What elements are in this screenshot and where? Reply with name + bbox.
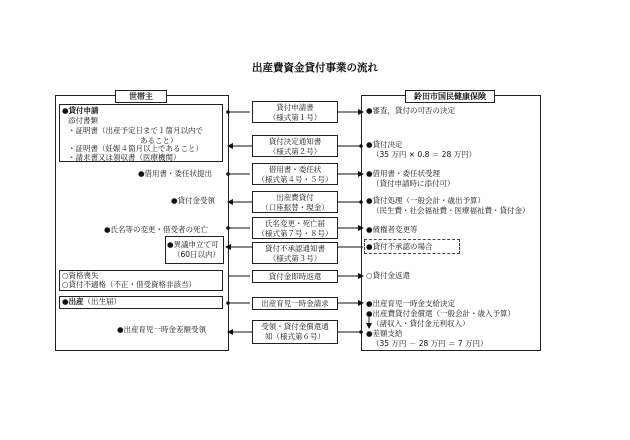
dot-left-name-change (226, 226, 230, 230)
mid-payment-line-2: （口座振替・現金） (261, 202, 329, 212)
loan-approval-amount: （35 万円 × 0.8 ＝ 28 万円） (372, 150, 477, 159)
dot-right-repayment (359, 330, 363, 334)
mid-disapproval-line-1: 貸付不承認通知書 (265, 244, 325, 253)
insurer-header: 鈴田市国民健康保険 (405, 90, 495, 103)
mid-loan-docs-line-1: 借用書・委任状 (268, 165, 322, 174)
loan-return: ○貸付金返還 (366, 271, 411, 280)
attachment-title: 添付書類 (68, 116, 98, 125)
loan-receipt: ●貸付金受領 (171, 196, 216, 205)
mid-application-line-1: 貸付申請書 (276, 103, 314, 112)
attachment-item-1b: あること） (140, 136, 178, 145)
mid-decision-line-2: （様式第２号） (268, 146, 322, 156)
creditor-change: ●債権者変更等 (366, 225, 418, 234)
name-change-report: ●氏名等の変更・借受者の死亡 (104, 225, 209, 234)
attachment-item-2: ・証明書（妊娠４箇月以上であること） (68, 144, 203, 153)
lump-sum-decision: ●出産育児一時金支給決定 (366, 299, 456, 308)
mid-decision-line-1: 貸付決定通知書 (268, 137, 322, 146)
mid-repayment-line-1: 受領・貸付金償還通 (261, 322, 329, 331)
dot-right-payment (359, 200, 363, 204)
birth-rest: （出生届） (83, 297, 122, 306)
attachment-item-1a: ・証明書（出産予定日まで１箇月以内で (68, 126, 203, 135)
loan-docs-accepted: ●借用書・委任状受理 (366, 169, 441, 178)
household-header: 世帯主 (115, 90, 167, 103)
mid-immediate-return-line: 貸付金即時返還 (268, 272, 322, 281)
page-title: 出産費資金貸付事業の流れ (252, 62, 378, 74)
loan-processing: ●貸付処理（一般会計・歳出予算） (366, 196, 486, 205)
mid-loan-docs-line-2: （様式第４号・５号） (257, 174, 333, 184)
objection-line-2: （60日以内） (173, 250, 221, 259)
mid-payment-line-1: 出産費貸付 (276, 193, 314, 202)
lump-sum-receipt: ●出産育児一時金差額受領 (117, 325, 207, 334)
mid-application-line-2: （様式第１号） (268, 112, 322, 122)
disapproval-case: ●貸付不承認の場合 (366, 242, 433, 251)
eligibility-loss-line-2: ○貸付不適格（不正・借受資格非該当） (62, 280, 197, 289)
attachment-item-3: ・請求書又は領収書（医療機関） (68, 153, 181, 162)
mid-name-change-line-2: （様式第７号・８号） (257, 228, 333, 238)
mid-disapproval-line-2: （様式第３号） (268, 253, 322, 263)
loan-approval: ●貸付決定 (366, 140, 403, 149)
mid-repayment-line-2: 知（様式第６号） (265, 331, 325, 341)
loan-docs-note: （貸付申請時に添付可） (372, 179, 455, 188)
loan-repayment: ●出産費貸付金償還（一般会計・歳入予算） (366, 309, 516, 318)
dot-left-loan-docs (226, 172, 230, 176)
eligibility-loss-line-1: ○資格喪失 (62, 271, 99, 280)
difference-amount: （35 万円 － 28 万円 ＝ 7 万円） (372, 339, 488, 348)
dot-left-application (226, 110, 230, 114)
loan-docs-submit: ●借用書・委任状提出 (138, 169, 213, 178)
loan-repayment-revenue: （諸収入・貸付金元利収入） (372, 319, 470, 328)
review-decision: ●審査，貸付の可否の決定 (366, 106, 456, 115)
loan-processing-budget: （民生費・社会福祉費・医療福祉費・貸付金） (372, 206, 530, 215)
mid-lump-sum-line: 出産育児一時金請求 (261, 299, 329, 308)
mid-name-change-line-1: 氏名変更・死亡届 (265, 219, 325, 228)
dot-left-lump-sum (226, 301, 230, 305)
dot-right-decision (359, 144, 363, 148)
difference-payment: ●差額支給 (366, 329, 403, 338)
objection-line-1: ●異議申立て可 (167, 240, 219, 249)
application-title: ●貸付申請 (62, 106, 99, 115)
birth-bold: ●出産 (62, 297, 84, 306)
